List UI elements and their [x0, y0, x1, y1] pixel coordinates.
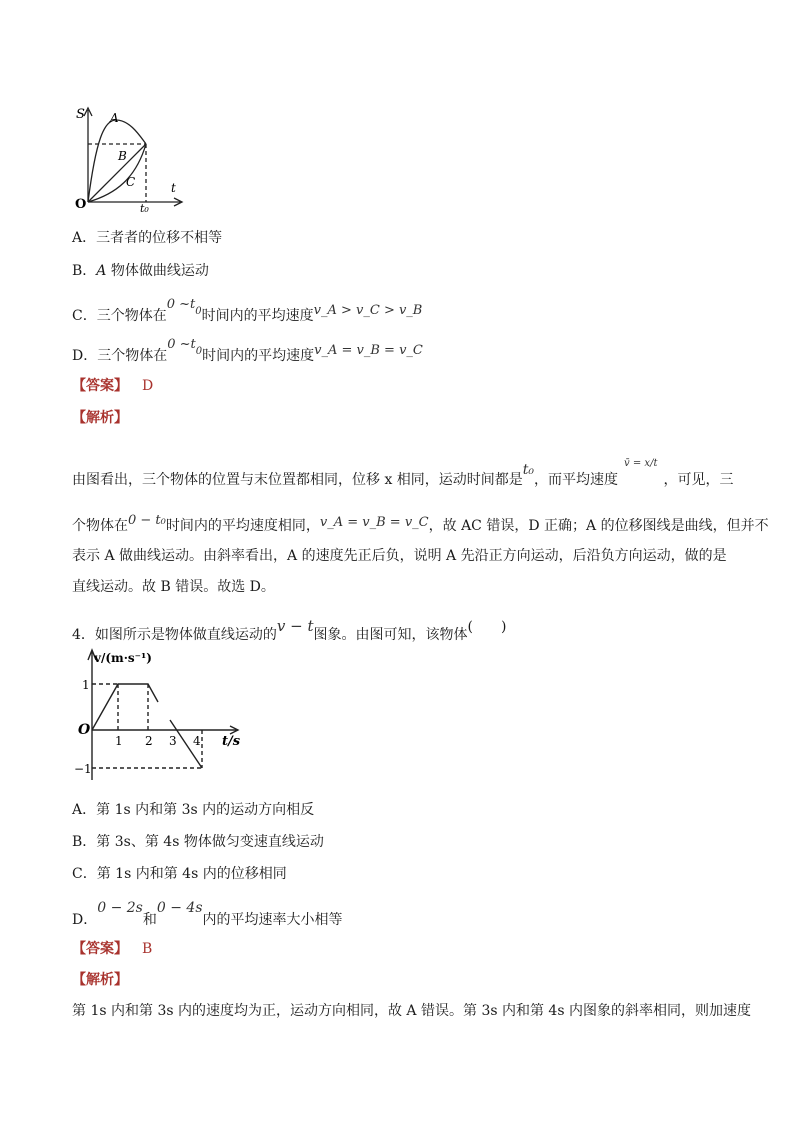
q3-analysis-line-3: 表示 A 做曲线运动。由斜率看出，A 的速度先正后负，说明 A 先沿正方向运动，后沿负方向运动，做的是 — [72, 548, 727, 564]
q4-analysis-text: 第 1s 内和第 3s 内的速度均为正，运动方向相同，故 A 错误。第 3s 内和第 4s 内图象的斜率相同，则加速度 — [72, 1003, 751, 1019]
vt-x-tick-3: 3 — [169, 734, 177, 748]
q3-option-b: B．A 物体做曲线运动 — [72, 263, 209, 279]
label-a: A — [110, 111, 119, 125]
q3-option-d: D．三个物体在0 $\sim t_0$时间内的平均速度v_A = v_B = v_C — [72, 337, 423, 364]
vt-x-label: t/s — [222, 734, 241, 749]
answer-blank: ( ) — [467, 619, 507, 635]
vt-x-tick-1: 1 — [115, 734, 123, 748]
vt-y-tick-1: 1 — [82, 678, 90, 692]
q3-option-c: C．三个物体在0 $\sim t_0$时间内的平均速度v_A > v_C > v_B — [72, 297, 423, 324]
q4-option-a: A．第 1s 内和第 3s 内的运动方向相反 — [72, 802, 315, 818]
q3-c-math: v_A > v_C > v_B — [313, 303, 423, 318]
q3-d-math: v_A = v_B = v_C — [314, 343, 423, 358]
vt-y-label: v/(m·s⁻¹) — [94, 651, 152, 665]
q3-analysis-line-1: 由图看出，三个物体的位置与末位置都相同，位移 x 相同，运动时间都是t₀，而平均速度$^{v̄ = x/t}$，可见，三 — [72, 458, 734, 488]
label-c: C — [126, 175, 136, 189]
curve-a — [88, 120, 146, 202]
vt-origin: O — [78, 722, 91, 738]
st-y-label: S — [76, 107, 85, 122]
q3-analysis-line-2: 个物体在0 − t₀时间内的平均速度相同，v_A = v_B = v_C，故 AC 错误，D 正确；A 的位移图线是曲线，但并不 — [72, 513, 769, 534]
vt-x-tick-2: 2 — [145, 734, 153, 748]
answer-label: 【答案】 — [72, 378, 128, 394]
q4-stem: 4．如图所示是物体做直线运动的v − t图象。由图可知，该物体( ) — [72, 617, 507, 643]
st-graph-figure — [70, 100, 190, 212]
vt-graph-figure — [72, 646, 252, 782]
q3-analysis-label: 【解析】 — [72, 410, 128, 426]
q3-option-a: A．三者者的位移不相等 — [72, 230, 223, 246]
vt-y-tick-neg1: −1 — [74, 762, 92, 776]
q4-option-c: C．第 1s 内和第 4s 内的位移相同 — [72, 866, 287, 882]
vt-x-tick-4: 4 — [193, 734, 201, 748]
q4-answer: 【答案】 B — [72, 941, 153, 957]
st-origin: O — [75, 197, 87, 212]
q3-analysis-line-4: 直线运动。故 B 错误。故选 D。 — [72, 579, 275, 595]
t0-label: t₀ — [140, 202, 149, 212]
st-x-label: t — [171, 181, 176, 195]
q4-analysis-label: 【解析】 — [72, 972, 128, 988]
q3-answer — [72, 376, 153, 396]
vbar-formula: v̄ = x/t — [624, 458, 658, 469]
answer-value: D — [142, 378, 154, 394]
label-b: B — [118, 149, 127, 163]
q4-option-d: D．0 − 2s和0 − 4s内的平均速率大小相等 — [72, 900, 343, 928]
q4-option-b: B．第 3s、第 4s 物体做匀变速直线运动 — [72, 834, 324, 850]
